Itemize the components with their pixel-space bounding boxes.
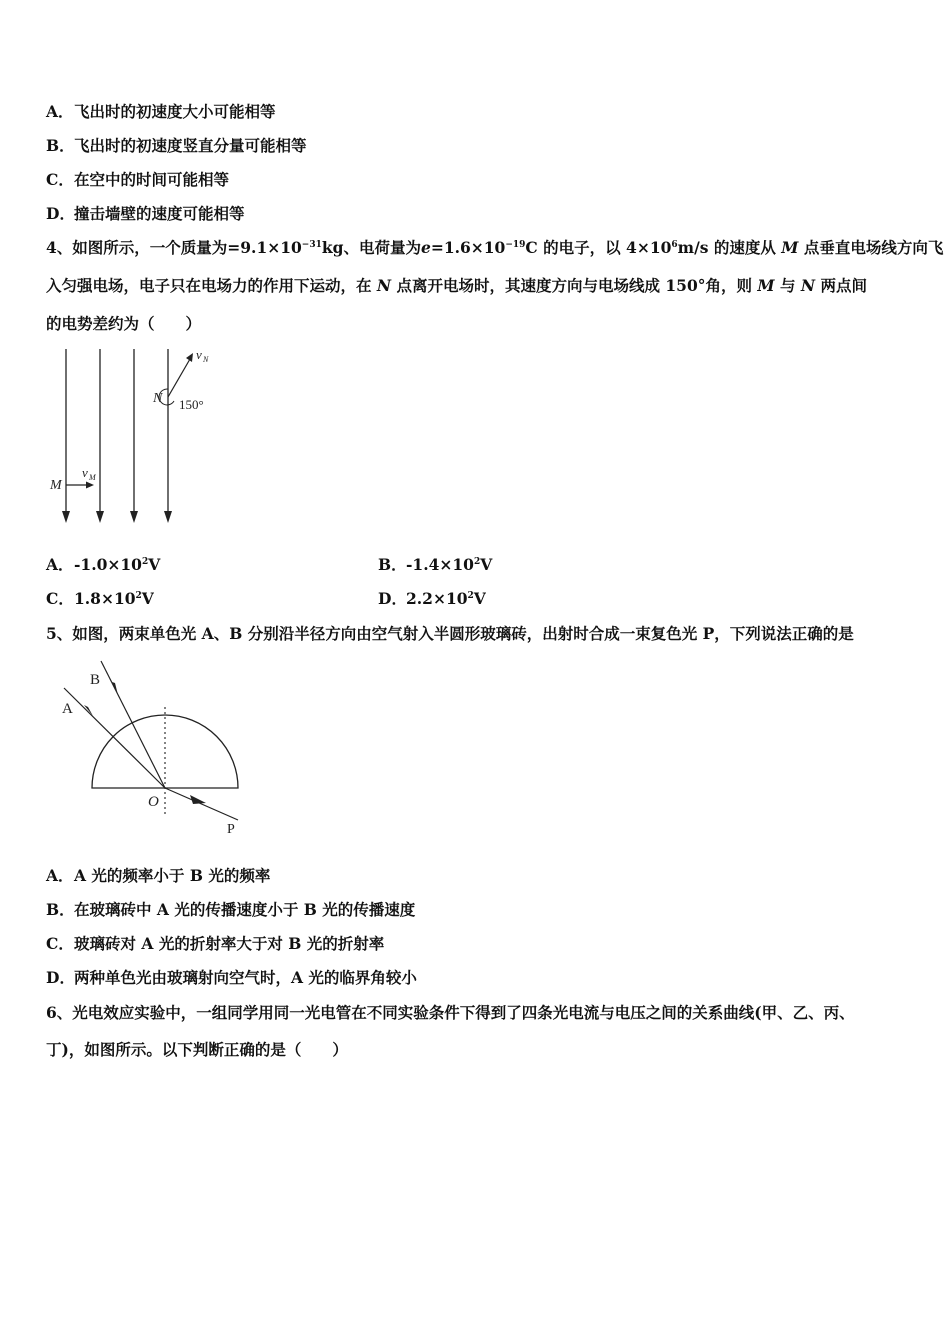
label-vn-sub: N: [203, 355, 209, 364]
option-text: 在玻璃砖中 A 光的传播速度小于 B 光的传播速度: [74, 900, 416, 919]
option-text: 2.2×10: [406, 589, 468, 608]
option-text: -1.0×10: [74, 555, 142, 574]
point-n: N: [376, 276, 392, 295]
option-exponent: 2: [135, 591, 142, 601]
stem-text: 与: [780, 276, 796, 295]
q5-option-c: [46, 934, 384, 954]
label-a: A: [62, 701, 73, 717]
option-unit: V: [141, 589, 154, 608]
q3-option-a: [46, 102, 276, 122]
angle-label: 150°: [179, 397, 204, 412]
label-m: M: [50, 478, 62, 493]
option-text: 1.8×10: [74, 589, 136, 608]
point-m: M: [781, 238, 799, 257]
ray-a-arrow: [84, 705, 93, 716]
q6-stem-line2: 丁)，如图所示。以下判断正确的是（ ）: [46, 1040, 348, 1059]
option-exponent: 2: [473, 557, 481, 567]
stem-text: 两点间: [820, 276, 868, 295]
ray-p-arrow: [190, 795, 206, 804]
stem-text: 点离开电场时，其速度方向与电场线成 150°角，则: [396, 276, 753, 295]
q4-option-c: [46, 589, 154, 609]
velocity-m-arrowhead: [86, 482, 94, 489]
q4-field-figure: [40, 345, 230, 530]
stem-text: kg、电荷量为: [321, 238, 421, 257]
stem-text: =1.6×10: [430, 238, 506, 257]
q5-option-d: [46, 968, 417, 988]
option-label: D．: [46, 968, 75, 987]
option-unit: V: [473, 589, 486, 608]
ray-b: [101, 661, 165, 788]
label-n: N: [153, 391, 163, 406]
option-text: -1.4×10: [406, 555, 474, 574]
field-line-arrow: [164, 511, 172, 523]
point-n: N: [800, 276, 816, 295]
label-vn: v: [196, 347, 202, 362]
stem-text: 入匀强电场，电子只在电场力的作用下运动，在: [46, 276, 372, 295]
charge-exponent: −19: [505, 240, 526, 250]
option-unit: V: [148, 555, 161, 574]
option-label: B．: [46, 136, 75, 155]
stem-text: m/s 的速度从: [677, 238, 776, 257]
q4-stem-line2: [46, 276, 867, 296]
option-label: C．: [46, 170, 74, 189]
q6-stem-line1: 6、光电效应实验中，一组同学用同一光电管在不同实验条件下得到了四条光电流与电压之间的关系曲线(甲、乙、丙、: [46, 1003, 855, 1022]
option-text: 两种单色光由玻璃射向空气时，A 光的临界角较小: [74, 968, 417, 987]
option-label: B．: [46, 900, 75, 919]
option-label: D．: [378, 589, 407, 608]
stem-text: C 的电子，以 4×10: [525, 238, 672, 257]
label-o: O: [148, 794, 159, 810]
option-text: 飞出时的初速度大小可能相等: [74, 102, 276, 121]
speed-exponent: 6: [671, 240, 678, 250]
q3-option-c: [46, 170, 229, 190]
q5-stem: 5、如图，两束单色光 A、B 分别沿半径方向由空气射入半圆形玻璃砖，出射时合成一束复色光 P，下列说法正确的是: [46, 624, 854, 643]
label-p: P: [227, 822, 235, 837]
field-line-arrow: [62, 511, 70, 523]
point-m: M: [757, 276, 775, 295]
label-b: B: [90, 672, 101, 688]
q5-glass-figure: [50, 655, 250, 840]
q4-stem-line3: 的电势差约为（ ）: [46, 314, 202, 333]
option-label: C．: [46, 589, 74, 608]
q4-option-d: [378, 589, 486, 609]
option-unit: V: [480, 555, 493, 574]
option-text: 飞出时的初速度竖直分量可能相等: [74, 136, 307, 155]
option-label: A．: [46, 102, 74, 121]
ray-a: [64, 688, 165, 788]
field-line-arrow: [130, 511, 138, 523]
stem-text: 4、如图所示，一个质量为=9.1×10: [46, 238, 302, 257]
q5-option-b: [46, 900, 415, 920]
mass-exponent: −31: [301, 240, 322, 250]
option-label: A．: [46, 866, 74, 885]
option-label: C．: [46, 934, 74, 953]
option-exponent: 2: [467, 591, 474, 601]
field-line-arrow: [96, 511, 104, 523]
option-label: D．: [46, 204, 75, 223]
option-label: A．: [46, 555, 74, 574]
option-text: 撞击墙壁的速度可能相等: [74, 204, 245, 223]
label-vm: v: [82, 465, 88, 480]
charge-variable: e: [420, 238, 431, 257]
option-label: B．: [378, 555, 407, 574]
option-text: 在空中的时间可能相等: [74, 170, 230, 189]
option-text: A 光的频率小于 B 光的频率: [74, 866, 271, 885]
q3-option-b: [46, 136, 307, 156]
option-exponent: 2: [141, 557, 149, 567]
q4-option-a: [46, 555, 160, 575]
label-vm-sub: M: [89, 473, 96, 482]
q4-option-b: [378, 555, 492, 575]
q4-stem-line1: [46, 238, 943, 258]
ray-p: [165, 788, 238, 820]
stem-text: 点垂直电场线方向飞: [803, 238, 944, 257]
q3-option-d: [46, 204, 245, 224]
q5-option-a: [46, 866, 270, 886]
option-text: 玻璃砖对 A 光的折射率大于对 B 光的折射率: [74, 934, 385, 953]
velocity-n-arrow: [168, 359, 190, 397]
